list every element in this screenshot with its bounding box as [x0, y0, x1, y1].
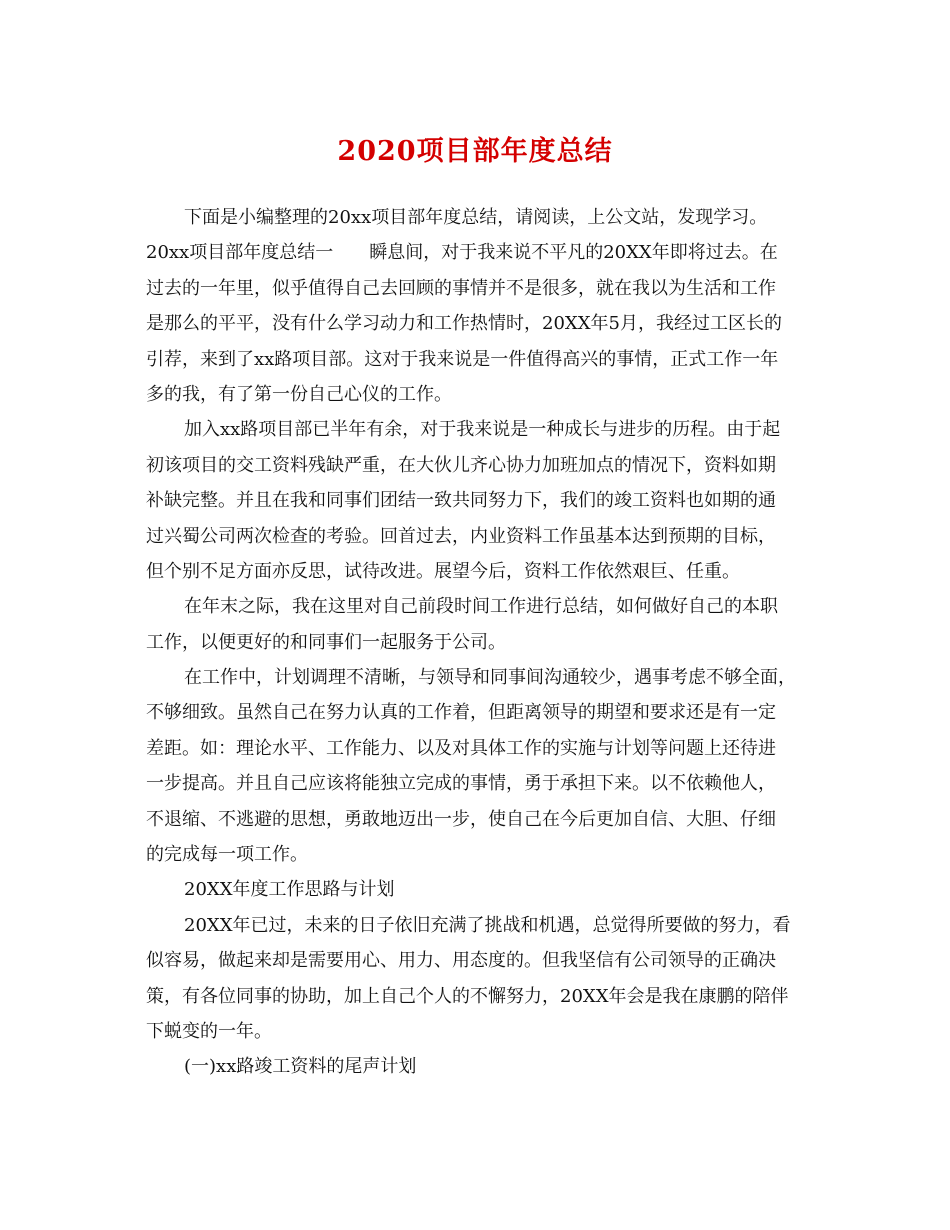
- subsection-heading-1: (一)xx路竣工资料的尾声计划: [184, 1056, 417, 1078]
- document-title: 2020项目部年度总结: [337, 136, 613, 167]
- text-line-18: 不退缩、不逃避的思想，勇敢地迈出一步，使自己在今后更加自信、大胆、仔细: [146, 808, 776, 830]
- text-line-12: 在年末之际，我在这里对自己前段时间工作进行总结，如何做好自己的本职: [184, 596, 778, 618]
- text-line-11: 但个别不足方面亦反思，试待改进。展望今后，资料工作依然艰巨、任重。: [146, 560, 740, 582]
- text-line-10: 过兴蜀公司两次检查的考验。回首过去，内业资料工作虽基本达到预期的目标，: [146, 525, 776, 547]
- text-line-9: 补缺完整。并且在我和同事们团结一致共同努力下，我们的竣工资料也如期的通: [146, 490, 776, 512]
- text-line-14: 在工作中，计划调理不清晰，与领导和同事间沟通较少，遇事考虑不够全面，: [184, 667, 796, 689]
- text-line-2: 20xx项目部年度总结一 瞬息间，对于我来说不平凡的20XX年即将过去。在: [146, 242, 778, 264]
- text-line-16: 差距。如：理论水平、工作能力、以及对具体工作的实施与计划等问题上还待进: [146, 737, 776, 759]
- text-line-8: 初该项目的交工资料残缺严重，在大伙儿齐心协力加班加点的情况下，资料如期: [146, 454, 776, 476]
- text-line-7: 加入xx路项目部已半年有余，对于我来说是一种成长与进步的历程。由于起: [184, 419, 781, 441]
- text-line-3: 过去的一年里，似乎值得自己去回顾的事情并不是很多，就在我以为生活和工作: [146, 277, 776, 299]
- text-line-4: 是那么的平平，没有什么学习动力和工作热情时，20XX年5月，我经过工区长的: [146, 313, 782, 335]
- text-line-24: 下蜕变的一年。: [146, 1020, 272, 1042]
- text-line-23: 策，有各位同事的协助，加上自己个人的不懈努力，20XX年会是我在康鹏的陪伴: [146, 985, 789, 1007]
- text-line-1: 下面是小编整理的20xx项目部年度总结，请阅读，上公文站，发现学习。: [184, 207, 768, 228]
- text-line-21: 20XX年已过，未来的日子依旧充满了挑战和机遇，总觉得所要做的努力，看: [184, 914, 791, 936]
- text-line-22: 似容易，做起来却是需要用心、用力、用态度的。但我坚信有公司领导的正确决: [146, 950, 776, 972]
- text-line-13: 工作，以便更好的和同事们一起服务于公司。: [146, 631, 506, 653]
- text-line-19: 的完成每一项工作。: [146, 844, 308, 866]
- text-line-17: 一步提高。并且自己应该将能独立完成的事情，勇于承担下来。以不依赖他人，: [146, 773, 776, 795]
- document-body: [146, 200, 806, 1085]
- section-heading-plan: 20XX年度工作思路与计划: [184, 879, 395, 901]
- text-line-5: 引荐，来到了xx路项目部。这对于我来说是一件值得高兴的事情，正式工作一年: [146, 348, 779, 370]
- text-line-15: 不够细致。虽然自己在努力认真的工作着，但距离领导的期望和要求还是有一定: [146, 702, 776, 724]
- text-line-6: 多的我，有了第一份自己心仪的工作。: [146, 383, 452, 405]
